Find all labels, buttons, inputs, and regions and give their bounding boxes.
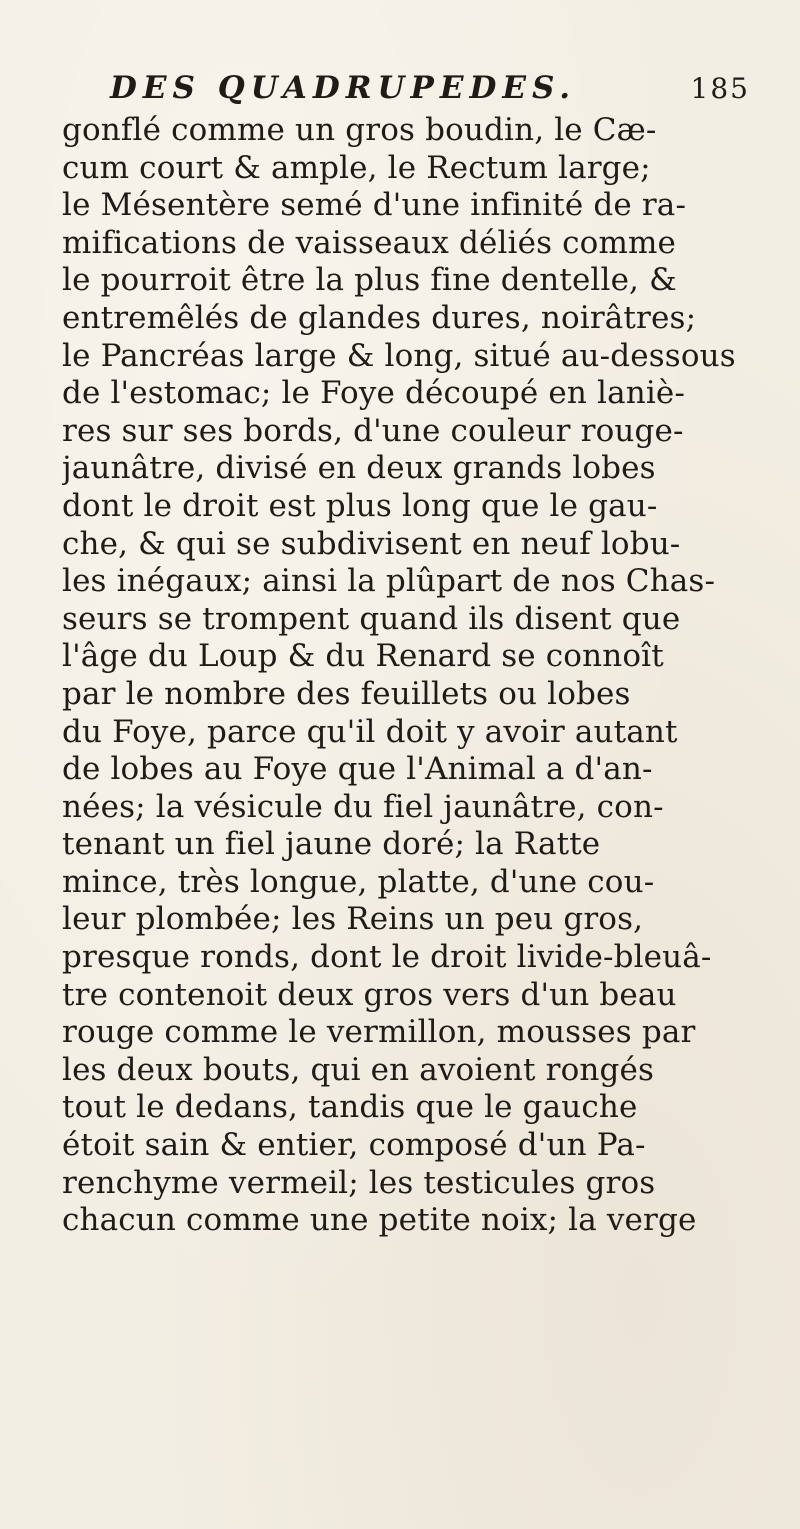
text-line: rouge comme le vermillon, mousses par: [62, 1014, 696, 1051]
text-line: de lobes au Foye que l'Animal a d'an-: [62, 751, 653, 788]
page-number: 185: [690, 72, 750, 105]
running-title: DES QUADRUPEDES.: [110, 70, 577, 106]
text-line: les inégaux; ainsi la plûpart de nos Chas-: [62, 563, 716, 600]
text-line: res sur ses bords, d'une couleur rouge-: [62, 412, 684, 449]
text-line: l'âge du Loup & du Renard se connoît: [62, 638, 664, 675]
text-line: gonflé comme un gros boudin, le Cæ-: [62, 112, 657, 148]
page-header: [96, 70, 750, 114]
text-line: par le nombre des feuillets ou lobes: [62, 675, 631, 712]
text-line: mifications de vaisseaux déliés comme: [62, 224, 677, 261]
text-line: cum court & ample, le Rectum large;: [62, 149, 651, 186]
text-line: tre contenoit deux gros vers d'un beau: [62, 976, 677, 1013]
text-line: tenant un fiel jaune doré; la Ratte: [62, 826, 601, 863]
text-line: presque ronds, dont le droit livide-bleuâ-: [62, 939, 712, 976]
text-line: jaunâtre, divisé en deux grands lobes: [62, 450, 656, 487]
text-line: de l'estomac; le Foye découpé en laniè-: [62, 375, 686, 412]
text-line: entremêlés de glandes dures, noirâtres;: [62, 299, 697, 336]
text-line: renchyme vermeil; les testicules gros: [62, 1164, 656, 1201]
body-text: [62, 112, 782, 1240]
text-line: seurs se trompent quand ils disent que: [62, 600, 681, 637]
text-line: étoit sain & entier, composé d'un Pa-: [62, 1127, 646, 1164]
text-line: che, & qui se subdivisent en neuf lobu-: [62, 525, 681, 562]
text-line: du Foye, parce qu'il doit y avoir autant: [62, 713, 678, 750]
text-line: le pourroit être la plus fine dentelle, &: [62, 262, 677, 299]
text-line: mince, très longue, platte, d'une cou-: [62, 863, 655, 900]
text-line: le Mésentère semé d'une infinité de ra-: [62, 187, 687, 224]
text-line: dont le droit est plus long que le gau-: [62, 487, 658, 524]
text-line: leur plombée; les Reins un peu gros,: [62, 901, 644, 938]
text-line: le Pancréas large & long, situé au-dessous: [62, 337, 736, 374]
text-line: tout le dedans, tandis que le gauche: [62, 1089, 638, 1126]
text-line: nées; la vésicule du fiel jaunâtre, con-: [62, 788, 664, 825]
text-line: chacun comme une petite noix; la verge: [62, 1202, 697, 1239]
text-line: les deux bouts, qui en avoient rongés: [62, 1051, 655, 1088]
